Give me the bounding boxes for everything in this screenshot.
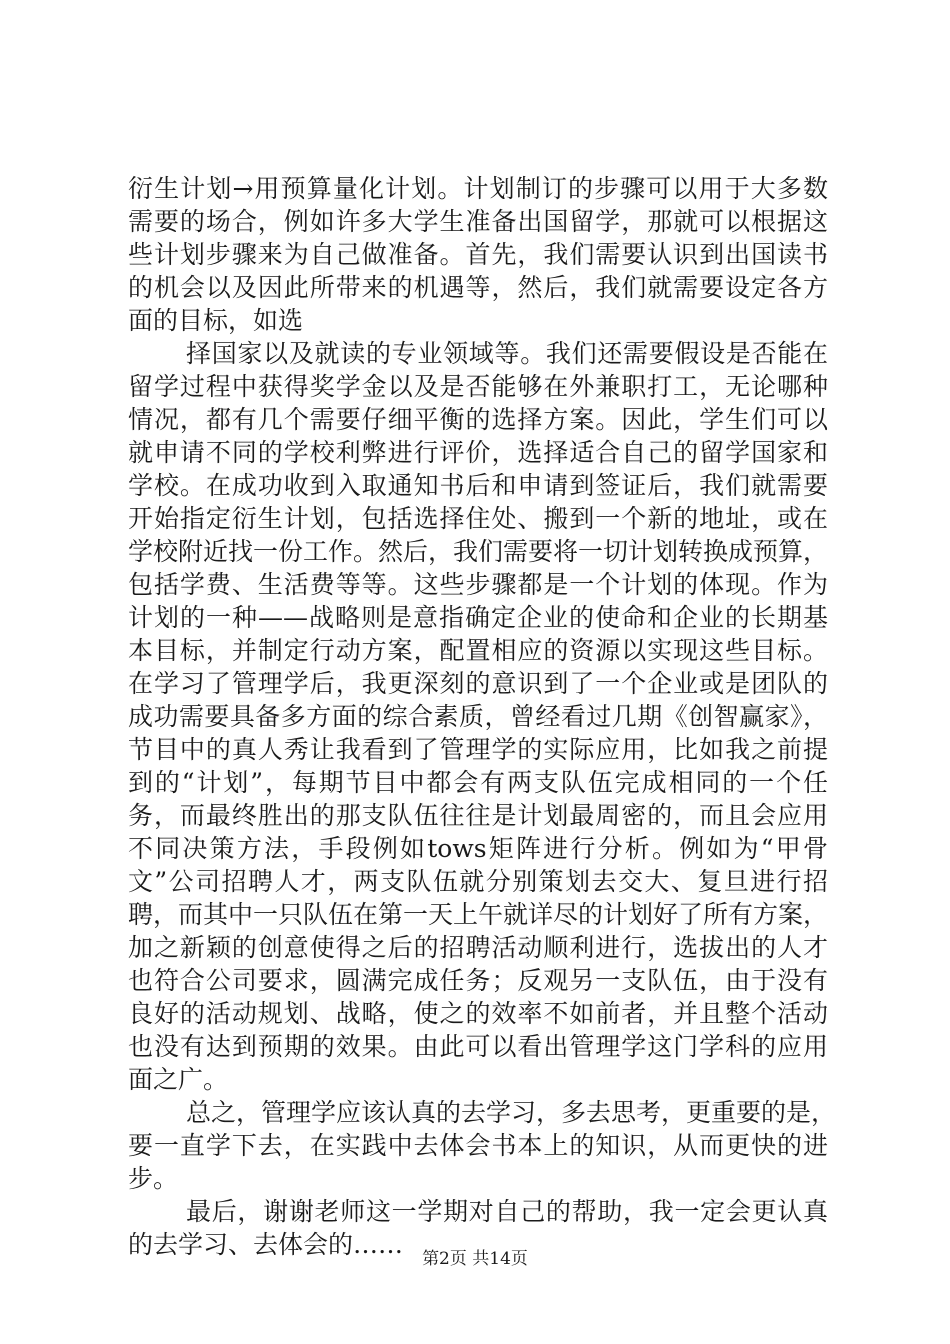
text-line: 留学过程中获得奖学金以及是否能够在外兼职打工，无论哪种 [128,372,828,401]
text-line: 些计划步骤来为自己做准备。首先，我们需要认识到出国读书 [128,240,828,269]
text-line: 面之广。 [128,1065,229,1094]
text-line: 总之，管理学应该认真的去学习，多去思考，更重要的是， [186,1098,837,1127]
text-line: 情况，都有几个需要仔细平衡的选择方案。因此，学生们可以 [128,405,828,434]
text-line: 就申请不同的学校利弊进行评价，选择适合自己的留学国家和 [128,438,828,467]
text-line: 也没有达到预期的效果。由此可以看出管理学这门学科的应用 [128,1032,828,1061]
text-line: 学校。在成功收到入取通知书后和申请到签证后，我们就需要 [128,471,828,500]
text-line: 加之新颖的创意使得之后的招聘活动顺利进行，选拔出的人才 [128,933,828,962]
text-line: 需要的场合，例如许多大学生准备出国留学，那就可以根据这 [128,207,828,236]
text-line: 要一直学下去，在实践中去体会书本上的知识，从而更快的进 [128,1131,828,1160]
text-line: 良好的活动规划、战略，使之的效率不如前者，并且整个活动 [128,999,828,1028]
text-line: 开始指定衍生计划，包括选择住处、搬到一个新的地址，或在 [128,504,828,533]
text-line: 包括学费、生活费等等。这些步骤都是一个计划的体现。作为 [128,570,828,599]
text-line: 衍生计划→用预算量化计划。计划制订的步骤可以用于大多数 [128,174,828,203]
text-line: 也符合公司要求，圆满完成任务；反观另一支队伍，由于没有 [128,966,828,995]
text-line: 本目标，并制定行动方案，配置相应的资源以实现这些目标。 [128,636,828,665]
text-line: 最后，谢谢老师这一学期对自己的帮助，我一定会更认真 [186,1197,828,1226]
text-line: 择国家以及就读的专业领域等。我们还需要假设是否能在 [186,339,828,368]
page-number-footer: 第2页 共14页 [422,1249,528,1269]
text-line: 成功需要具备多方面的综合素质，曾经看过几期《创智赢家》， [128,702,828,731]
document-body [128,172,837,1261]
text-line: 节目中的真人秀让我看到了管理学的实际应用，比如我之前提 [128,735,828,764]
text-line: 步。 [128,1164,179,1193]
text-line: 不同决策方法，手段例如tows矩阵进行分析。例如为“甲骨 [128,834,828,863]
text-line: 学校附近找一份工作。然后，我们需要将一切计划转换成预算， [128,537,829,566]
text-line: 文”公司招聘人才，两支队伍就分别策划去交大、复旦进行招 [128,867,828,896]
text-line: 在学习了管理学后，我更深刻的意识到了一个企业或是团队的 [128,669,828,698]
text-line: 计划的一种——战略则是意指确定企业的使命和企业的长期基 [128,603,828,632]
text-line: 务，而最终胜出的那支队伍往往是计划最周密的，而且会应用 [128,801,828,830]
text-line: 到的“计划”，每期节目中都会有两支队伍完成相同的一个任 [128,768,828,797]
text-line: 的去学习、去体会的…… [128,1230,404,1259]
text-line: 面的目标，如选 [128,306,304,335]
text-line: 的机会以及因此所带来的机遇等，然后，我们就需要设定各方 [128,273,828,302]
text-line: 聘，而其中一只队伍在第一天上午就详尽的计划好了所有方案， [128,900,829,929]
